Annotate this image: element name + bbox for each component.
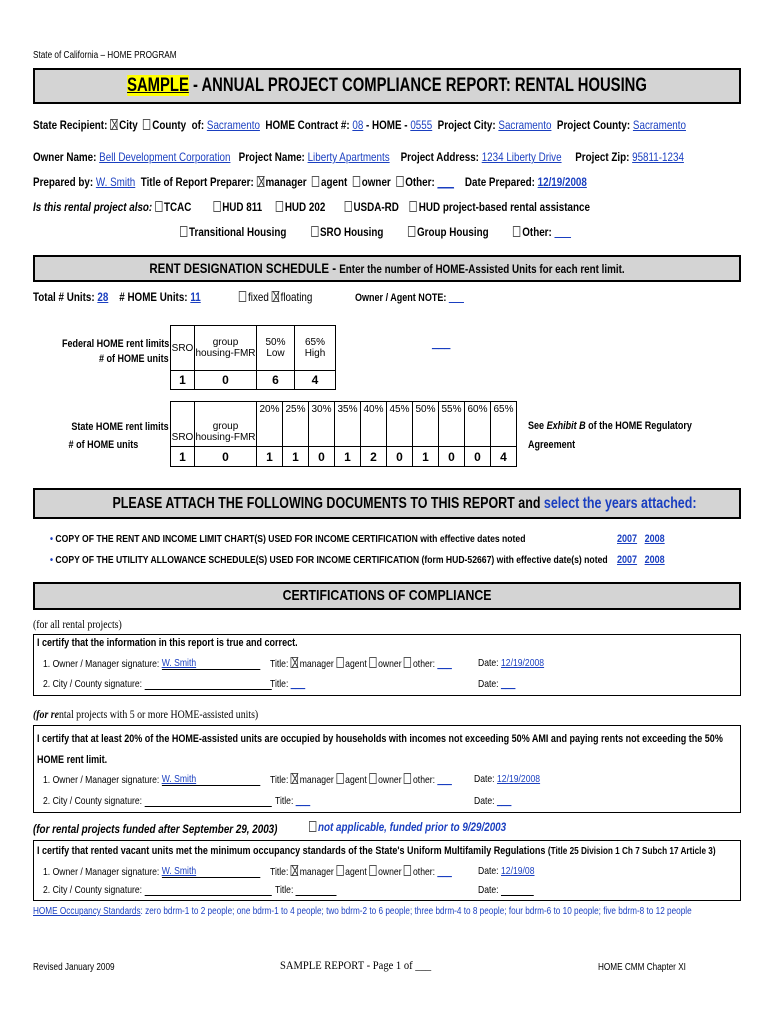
footer-page-blank: ___ [415,958,432,972]
address-label: Project Address: [400,150,479,164]
cert-2-date-2 [474,795,511,807]
see-2: of the HOME Regulatory [585,420,692,432]
federal-label-2: # of HOME units [98,353,169,365]
contract-value-a[interactable]: 08 [352,118,364,132]
cert-1-date-value[interactable]: 12/19/2008 [500,657,545,669]
agent-label: agent [345,866,367,878]
state-value-6[interactable]: 2 [361,447,387,467]
title-blank[interactable]: ___ [295,795,311,807]
zip-value[interactable]: 95811-1234 [632,150,684,164]
owner-note [355,292,464,304]
agent-label: agent [345,658,367,670]
date-prepared-value[interactable]: 12/19/2008 [537,175,587,189]
sig-2-label: 2. City / County signature: [43,884,143,896]
city-checkbox[interactable] [110,119,117,130]
title-label: Title: [270,866,289,878]
state-header-4: 30% [309,402,335,447]
title-rest: - ANNUAL PROJECT COMPLIANCE REPORT: RENTAL HOUSING [188,75,647,96]
federal-label-1: Federal HOME rent limits [62,338,170,350]
contract-mid: - HOME - [363,118,411,132]
footer-page [280,958,431,973]
cert-3-ref: (Title 25 Division 1 Ch 7 Subch 17 Article 3) [547,846,716,857]
state-value-2[interactable]: 1 [257,447,283,467]
cert-2-agent-checkbox[interactable] [336,773,343,784]
occupancy-standards [33,906,692,917]
sro-label: SRO Housing [319,225,384,239]
home-units-label: # HOME Units: [119,290,188,304]
sig-1-value[interactable]: W. Smith [162,773,260,786]
state-label-1: State HOME rent limits [71,421,169,433]
other-label: other: [413,658,436,670]
title-line[interactable] [296,895,337,896]
contract-value-b[interactable]: 0555 [410,118,433,132]
state-value-0[interactable]: 1 [171,447,195,467]
usda-label: USDA-RD [353,200,399,214]
state-value-1[interactable]: 0 [195,447,257,467]
owner-label: owner [378,866,402,878]
state-header-8: 50% [413,402,439,447]
occupancy-text: : zero bdrm-1 to 2 people; one bdrm-1 to 4 people; two bdrm-2 to 6 people; three bdrm-4 to 8 people; four bdrm-6 to 10 people; five bdrm-8 to 12 people [140,906,692,917]
sig-2-line[interactable] [144,895,271,896]
state-header-9: 55% [439,402,465,447]
attach-item-1 [50,533,525,545]
federal-header-sro: SRO [171,326,195,371]
also-label: Is this rental project also: [33,200,153,214]
state-header-2: 20% [257,402,283,447]
state-value-8[interactable]: 1 [413,447,439,467]
city-label: City [119,118,138,132]
group-label: Group Housing [417,225,489,239]
cert-1-other-checkbox[interactable] [404,657,411,668]
cert-3-title-2 [275,884,337,896]
date-prepared-label: Date Prepared: [464,175,535,189]
cert-2-date-value[interactable]: 12/19/2008 [496,773,541,785]
state-value-7[interactable]: 0 [387,447,413,467]
manager-checkbox[interactable] [256,176,263,187]
footer-page-text: SAMPLE REPORT - Page 1 of [280,958,416,972]
cert-2-text: I certify that at least 20% of the HOME-assisted units are occupied by households with incomes not exceeding 50% AMI and paying rents not exceeding the 50% HOME rent limit. [37,733,723,766]
attach-item-2 [50,554,608,566]
state-header-3: 25% [283,402,309,447]
other-label: Other: [405,175,435,189]
cert-2-title-row [270,773,452,786]
attach-bar-title: PLEASE ATTACH THE FOLLOWING DOCUMENTS TO THIS REPORT and [112,495,544,512]
hud811-label: HUD 811 [222,200,263,214]
certifications-bar [33,582,741,610]
prepared-by-value[interactable]: W. Smith [95,175,136,189]
cert-3-sig-row-1 [43,865,260,878]
tcac-label: TCAC [163,200,192,214]
state-header-6: 40% [361,402,387,447]
state-header-5: 35% [335,402,361,447]
other-blank[interactable]: ___ [437,866,452,878]
state-recipient-label: State Recipient: [33,118,108,132]
rent-schedule-title [98,257,675,281]
report-title [112,70,661,102]
cert-3-text [37,845,716,857]
cert-2-sig-row-1 [43,773,260,786]
agent-label: agent [321,175,348,189]
date-label: Date: [478,865,499,877]
federal-rent-table [170,325,336,390]
date-line[interactable] [501,895,534,896]
sig-2-label: 2. City / County signature: [43,795,143,807]
cert-3-date-2 [478,884,534,896]
owner-note-label: Owner / Agent NOTE: [355,292,447,304]
federal-header-50: 50% Low [257,326,295,371]
hud202-label: HUD 202 [284,200,326,214]
cert-3-main: I certify that rented vacant units met the minimum occupancy standards of the State's Uniform Multifamily Regulations [37,845,546,857]
year-2007-a[interactable]: 2007 [617,533,638,545]
state-value-11[interactable]: 4 [491,447,517,467]
county-label: County [152,118,187,132]
program-label: State of California – HOME PROGRAM [33,50,177,61]
occupancy-link[interactable]: HOME Occupancy Standards [33,906,141,917]
project-city-value[interactable]: Sacramento [498,118,552,132]
floating-label: floating [280,290,313,304]
agent-checkbox[interactable] [312,176,319,187]
date-label: Date: [474,795,495,807]
federal-value-50[interactable]: 6 [257,371,295,390]
sig-1-label: 1. Owner / Manager signature: [43,658,160,670]
state-label [62,421,169,451]
attach-years-1 [617,533,665,545]
of-value[interactable]: Sacramento [206,118,260,132]
title-label: Title: [270,774,289,786]
also-row-2 [180,225,571,239]
sro-checkbox[interactable] [311,226,318,237]
rent-bar-sub: Enter the number of HOME-Assisted Units for each rent limit. [339,262,625,276]
fixed-checkbox[interactable] [239,291,246,302]
date-label: Date: [478,657,499,669]
footer-revised: Revised January 2009 [33,962,115,973]
agent-label: agent [345,774,367,786]
funded-label: (for rental projects funded after September 29, 2003) [33,822,278,836]
home-units-value[interactable]: 11 [190,290,201,304]
five-label-a: (for re [33,707,59,721]
cert-1-date-2 [478,678,515,690]
federal-value-sro[interactable]: 1 [171,371,195,390]
state-rent-table [170,401,517,467]
sig-1-value[interactable]: W. Smith [162,657,260,670]
hudpb-label: HUD project-based rental assistance [418,200,590,214]
cert-1-agent-checkbox[interactable] [336,657,343,668]
state-header-10: 60% [465,402,491,447]
year-2007-b[interactable]: 2007 [617,554,638,566]
cert-3-date-value[interactable]: 12/19/08 [500,865,535,877]
hud202-checkbox[interactable] [276,201,283,212]
attach-years-2 [617,554,665,566]
project-name-value[interactable]: Liberty Apartments [307,150,390,164]
manager-label: manager [265,175,307,189]
attach-title [112,490,697,517]
total-units-value[interactable]: 28 [97,290,109,304]
state-value-3[interactable]: 1 [283,447,309,467]
attach-bar-blue: select the years attached: [543,495,697,512]
title-sample: SAMPLE [127,75,189,96]
cert-1-title-row [270,657,452,670]
county-checkbox[interactable] [143,119,150,130]
funded-na-text: not applicable, funded prior to 9/29/2003 [318,820,507,834]
state-header-7: 45% [387,402,413,447]
owner-label: owner [378,658,402,670]
transitional-label: Transitional Housing [189,225,287,239]
cert-2-manager-checkbox[interactable] [291,773,298,784]
other-label: other: [413,866,436,878]
state-label-2: # of HOME units [68,439,139,451]
see-exhibit [528,420,692,451]
owner-label: owner [378,774,402,786]
address-value[interactable]: 1234 Liberty Drive [481,150,562,164]
other-blank[interactable]: ___ [437,658,452,670]
sig-1-label: 1. Owner / Manager signature: [43,774,160,786]
year-2008-b[interactable]: 2008 [644,554,665,566]
sig-1-value[interactable]: W. Smith [162,865,260,878]
project-city-label: Project City: [437,118,496,132]
owner-name-value[interactable]: Bell Development Corporation [99,150,231,164]
rent-bar-title: RENT DESIGNATION SCHEDULE - [149,260,340,276]
sig-1-label: 1. Owner / Manager signature: [43,866,160,878]
fixed-label: fixed [248,290,269,304]
also-other-value[interactable]: ___ [554,225,571,239]
cert-1-title-2 [270,678,305,690]
title-label: Title: [275,795,294,807]
cert-1-sig-row-1 [43,657,260,670]
cert-3-owner-checkbox[interactable] [369,865,376,876]
of-label: of: [191,118,205,132]
funded-na [309,820,506,834]
not-applicable-checkbox[interactable] [309,821,316,832]
cert-3-title-row [270,865,452,878]
title-label: Title: [270,678,289,690]
five-units-label [33,707,258,722]
project-county-label: Project County: [556,118,631,132]
federal-value-65[interactable]: 4 [295,371,336,390]
cert-2-title-2 [275,795,310,807]
note-blank[interactable]: ___ [432,338,451,350]
other-label: other: [413,774,436,786]
usda-checkbox[interactable] [344,201,351,212]
contract-label: HOME Contract #: [265,118,350,132]
hud811-checkbox[interactable] [213,201,220,212]
sig-2-line[interactable] [144,806,271,807]
group-checkbox[interactable] [408,226,415,237]
cert-3-manager-checkbox[interactable] [291,865,298,876]
footer-chapter: HOME CMM Chapter XI [598,962,686,973]
project-county-value[interactable]: Sacramento [632,118,686,132]
manager-label: manager [299,774,334,786]
also-other-label: Other: [522,225,552,239]
cert-3-sig-row-2 [43,884,272,896]
date-label: Date: [474,773,495,785]
rent-schedule-bar [33,255,741,282]
manager-label: manager [299,658,334,670]
recipient-row [33,118,686,132]
date-label: Date: [478,678,499,690]
federal-header-group: group housing-FMR [195,326,257,371]
title-label: Title: [275,884,294,896]
date-blank[interactable]: ___ [496,795,512,807]
all-projects-label: (for all rental projects) [33,617,122,631]
transitional-checkbox[interactable] [180,226,187,237]
owner-note-value[interactable]: ___ [448,292,464,304]
cert-3-date [478,865,535,877]
cert-1-sig-row-2 [43,678,272,690]
federal-value-group[interactable]: 0 [195,371,257,390]
cert-3-agent-checkbox[interactable] [336,865,343,876]
also-row [33,200,590,214]
date-label: Date: [478,884,499,896]
report-title-bar [33,68,741,104]
project-name-label: Project Name: [238,150,305,164]
prepared-by-label: Prepared by: [33,175,94,189]
also-other-checkbox[interactable] [513,226,520,237]
state-value-9[interactable]: 0 [439,447,465,467]
preparer-title-label: Title of Report Preparer: [140,175,254,189]
cert-2-other-checkbox[interactable] [404,773,411,784]
manager-label: manager [299,866,334,878]
five-label-b: ntal projects with 5 or more HOME-assisted units) [58,707,259,721]
state-value-4[interactable]: 0 [309,447,335,467]
sig-2-line[interactable] [144,689,271,690]
see-1: See [528,420,547,432]
units-row [33,290,312,304]
cert-3-other-checkbox[interactable] [404,865,411,876]
owner-name-label: Owner Name: [33,150,97,164]
cert-2-owner-checkbox[interactable] [369,773,376,784]
cert-1-owner-checkbox[interactable] [369,657,376,668]
see-exhibit-b: Exhibit B [546,420,586,432]
owner-checkbox[interactable] [353,176,360,187]
state-header-11: 65% [491,402,517,447]
state-header-1: group housing-FMR [195,402,257,447]
prepared-row [33,175,587,189]
owner-row [33,150,684,164]
state-value-10[interactable]: 0 [465,447,491,467]
attach-item-1-text: COPY OF THE RENT AND INCOME LIMIT CHART(S) USED FOR INCOME CERTIFICATION with effective dates noted [55,533,526,545]
cert-2-date [474,773,540,785]
federal-header-65: 65% High [295,326,336,371]
attach-item-2-text: COPY OF THE UTILITY ALLOWANCE SCHEDULE(S) USED FOR INCOME CERTIFICATION (form HUD-52667) with effective date(s) noted [55,554,608,566]
attach-bar [33,488,741,519]
title-label: Title: [270,658,289,670]
total-units-label: Total # Units: [33,290,95,304]
floating-checkbox[interactable] [272,291,279,302]
other-blank[interactable]: ___ [437,774,452,786]
zip-label: Project Zip: [575,150,630,164]
cert-1-manager-checkbox[interactable] [291,657,298,668]
owner-label: owner [361,175,391,189]
cert-2-sig-row-2 [43,795,272,807]
cert-1-date [478,657,544,669]
federal-label [62,338,169,365]
other-checkbox[interactable] [396,176,403,187]
sig-2-label: 2. City / County signature: [43,678,143,690]
state-value-5[interactable]: 1 [335,447,361,467]
other-value[interactable]: ___ [437,175,454,189]
cert-1-text: I certify that the information in this report is true and correct. [37,637,298,649]
year-2008-a[interactable]: 2008 [644,533,665,545]
tcac-checkbox[interactable] [155,201,162,212]
state-header-0: SRO [171,402,195,447]
bullet-icon: • [50,533,54,545]
see-3: Agreement [528,439,576,451]
certifications-title: CERTIFICATIONS OF COMPLIANCE [282,587,492,604]
date-blank[interactable]: ___ [500,678,516,690]
bullet-icon: • [50,554,54,566]
title-blank[interactable]: ___ [290,678,306,690]
hudpb-checkbox[interactable] [410,201,417,212]
